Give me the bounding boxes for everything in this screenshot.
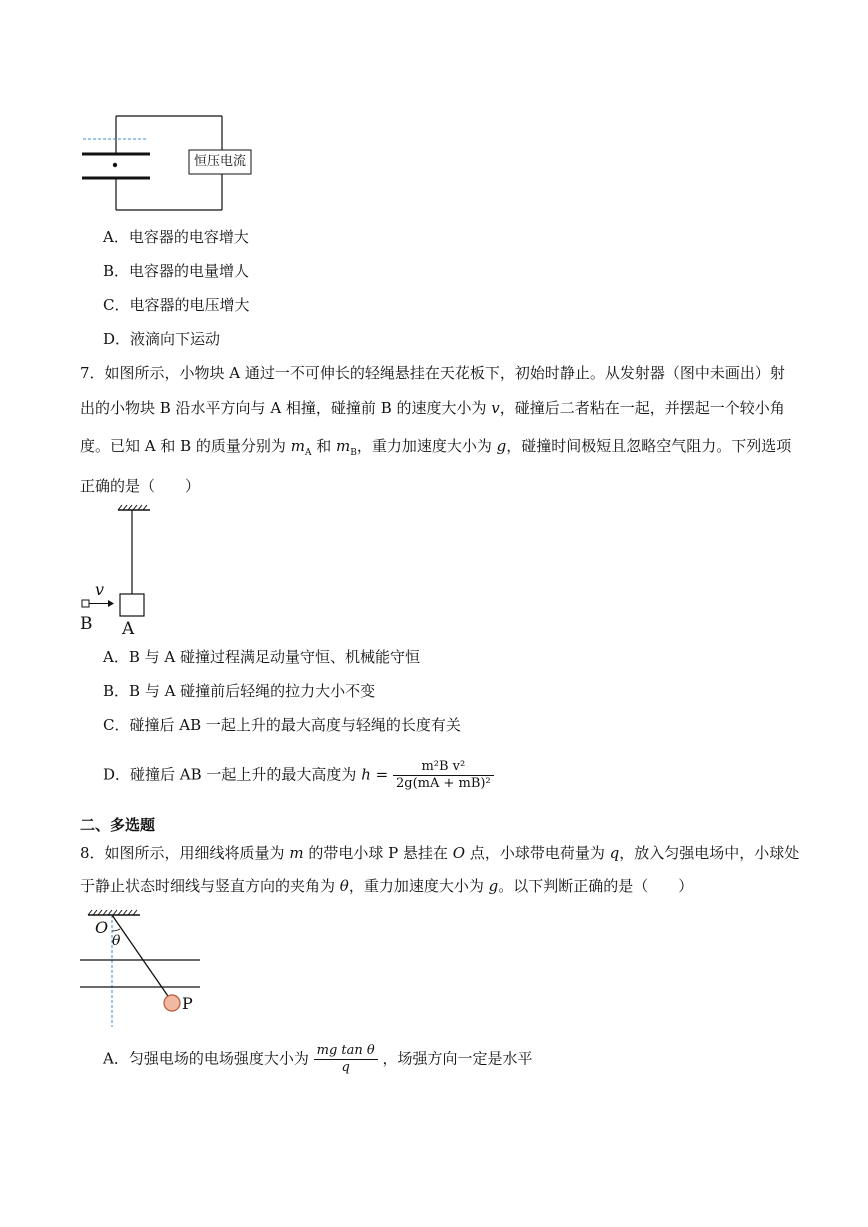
point-o-label: O <box>95 918 109 937</box>
block-a-label: A <box>122 619 135 639</box>
q6-option-a: A．电容器的电容增大 <box>103 228 249 246</box>
q8-stem-line-2: 于静止状态时细线与竖直方向的夹角为 θ，重力加速度大小为 g。以下判断正确的是（ ） <box>80 877 694 895</box>
q7-option-c: C．碰撞后 AB 一起上升的最大高度与轻绳的长度有关 <box>103 716 461 734</box>
max-height-formula: $\frac{\text{m²B v²}}{\text{2g(mA + mB)²}}$ <box>393 759 494 792</box>
q8-charged-ball-figure <box>78 905 208 1030</box>
field-strength-formula: $\frac{\text{mg tan θ}}{q}$ <box>314 1043 378 1076</box>
q7-pendulum-figure <box>78 502 168 642</box>
velocity-label: v <box>95 580 105 599</box>
constant-voltage-source-label: 恒压电流 <box>193 154 246 169</box>
q7-option-d: D．碰撞后 AB 一起上升的最大高度为 h = $\frac{\text{m²B v²}}{\text{2g(mA + mB)²}}$ <box>103 759 494 792</box>
q6-option-d: D．液滴向下运动 <box>103 330 221 348</box>
q7-option-a: A．B 与 A 碰撞过程满足动量守恒、机械能守恒 <box>103 648 420 666</box>
angle-theta-label: θ <box>112 933 121 949</box>
q7-stem-line-4: 正确的是（ ） <box>80 477 201 495</box>
ball-p-label: P <box>182 994 193 1013</box>
q8-stem-line-1: 8．如图所示，用细线将质量为 m 的带电小球 P 悬挂在 O 点，小球带电荷量为 q，放入匀强电场中，小球处 <box>80 844 800 862</box>
q6-option-b: B．电容器的电量增人 <box>103 262 250 280</box>
section-heading-multiple-choice: 二、多选题 <box>80 816 156 834</box>
q7-stem-line-3: 度。已知 A 和 B 的质量分别为 $m_A$ 和 $m_B$，重力加速度大小为 g，碰撞时间极短且忽略空气阻力。下列选项 <box>80 437 792 458</box>
block-b-label: B <box>80 614 93 634</box>
capacitor-circuit-figure <box>78 108 258 218</box>
q7-stem-line-1: 7．如图所示，小物块 A 通过一不可伸长的轻绳悬挂在天花板下，初始时静止。从发射器（图中未画出）射 <box>80 364 785 382</box>
q7-option-b: B．B 与 A 碰撞前后轻绳的拉力大小不变 <box>103 682 376 700</box>
q8-option-a: A．匀强电场的电场强度大小为 $\frac{\text{mg tan θ}}{q}$ ，场强方向一定是水平 <box>103 1043 533 1075</box>
q7-stem-line-2: 出的小物块 B 沿水平方向与 A 相撞，碰撞前 B 的速度大小为 v，碰撞后二者粘在一起，并摆起一个较小角 <box>80 399 785 417</box>
q6-option-c: C．电容器的电压增大 <box>103 296 250 314</box>
